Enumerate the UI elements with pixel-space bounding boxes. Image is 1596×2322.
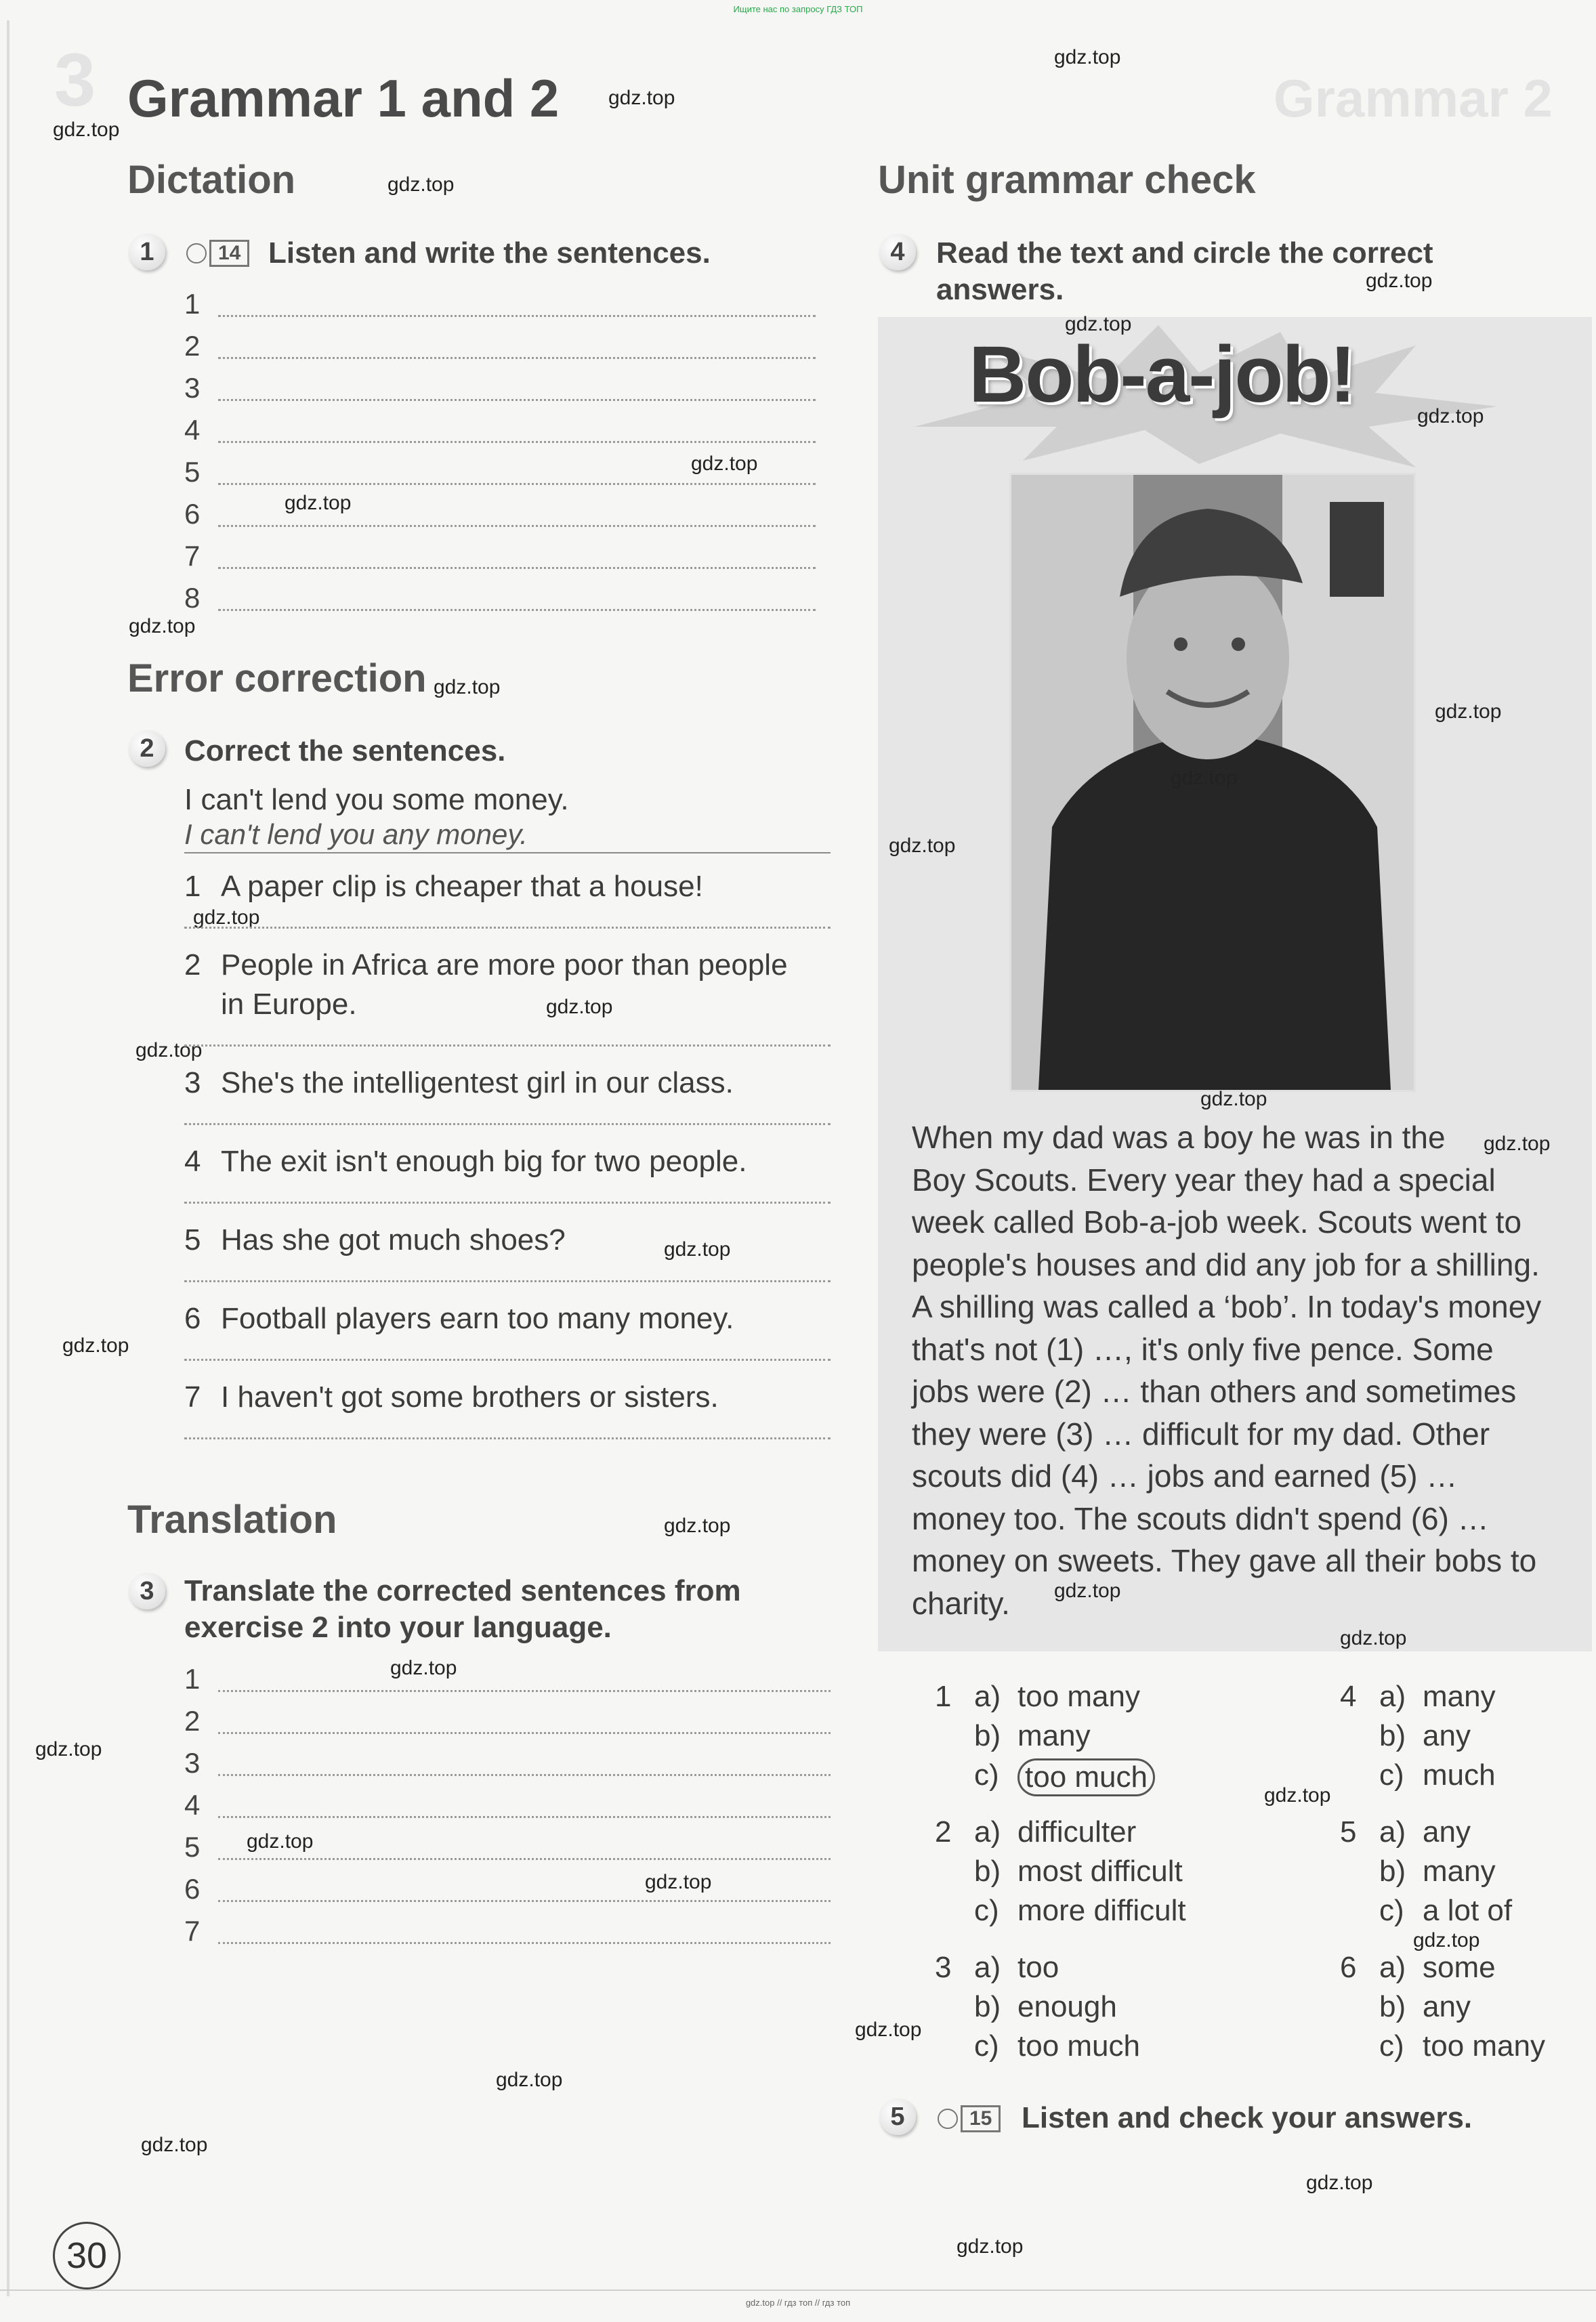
cd-track-number: 15 bbox=[961, 2105, 1001, 2132]
dictation-line-number: 7 bbox=[184, 540, 201, 572]
question-number: 5 bbox=[1340, 1815, 1357, 1849]
watermark: gdz.top bbox=[1054, 1580, 1121, 1602]
error-item-sentence: I haven't got some brothers or sisters. bbox=[221, 1380, 719, 1414]
bottom-note: gdz.top // гдз топ // гдз топ bbox=[745, 2298, 851, 2308]
watermark: gdz.top bbox=[35, 1738, 102, 1760]
error-item-sentence: A paper clip is cheaper that a house! bbox=[221, 870, 703, 903]
watermark: gdz.top bbox=[691, 452, 758, 475]
story-title: Bob-a-job! bbox=[969, 330, 1355, 419]
answer-option[interactable]: difficulter bbox=[1017, 1815, 1137, 1849]
example-answer: I can't lend you any money. bbox=[184, 818, 528, 850]
option-letter: a) bbox=[974, 1815, 1001, 1849]
reading-text-line: jobs were (2) … than others and sometimes bbox=[912, 1374, 1517, 1409]
watermark: gdz.top bbox=[53, 119, 120, 141]
translation-answer-line[interactable] bbox=[218, 1942, 831, 1944]
question-number: 4 bbox=[1340, 1680, 1357, 1713]
answer-option[interactable]: too many bbox=[1423, 2029, 1545, 2063]
answer-option[interactable]: much bbox=[1423, 1758, 1496, 1792]
exercise-2-instruction: Correct the sentences. bbox=[184, 734, 506, 767]
reading-text-line: they were (3) … difficult for my dad. Other bbox=[912, 1416, 1490, 1452]
cd-icon bbox=[938, 2109, 958, 2129]
watermark: gdz.top bbox=[1435, 700, 1502, 723]
dictation-line-number: 4 bbox=[184, 414, 201, 446]
watermark: gdz.top bbox=[387, 173, 455, 196]
dictation-answer-line[interactable] bbox=[218, 357, 816, 359]
watermark: gdz.top bbox=[390, 1657, 457, 1679]
cd-track-15[interactable] bbox=[938, 2105, 1001, 2132]
watermark: gdz.top bbox=[664, 1515, 731, 1537]
option-letter: a) bbox=[974, 1951, 1001, 1984]
bottom-rule bbox=[0, 2289, 1596, 2291]
error-item-number: 3 bbox=[184, 1066, 201, 1099]
option-letter: c) bbox=[974, 1894, 999, 1927]
watermark: gdz.top bbox=[664, 1238, 731, 1261]
error-answer-line[interactable] bbox=[184, 1359, 831, 1361]
watermark: gdz.top bbox=[1306, 2172, 1373, 2194]
watermark: gdz.top bbox=[1065, 313, 1132, 335]
reading-text-line: A shilling was called a ‘bob’. In today's money bbox=[912, 1289, 1542, 1324]
error-answer-line[interactable] bbox=[184, 1437, 831, 1439]
exercise-3-instruction-line2: exercise 2 into your language. bbox=[184, 1611, 612, 1644]
answer-option[interactable]: more difficult bbox=[1017, 1894, 1186, 1927]
answer-option[interactable]: too much bbox=[1017, 1758, 1155, 1796]
translation-line-number: 7 bbox=[184, 1915, 201, 1947]
reading-text-line: people's houses and did any job for a shilling. bbox=[912, 1246, 1540, 1282]
exercise-4-instruction bbox=[936, 235, 1433, 308]
option-letter: c) bbox=[1379, 2029, 1404, 2063]
example-answer-line bbox=[184, 852, 831, 853]
watermark: gdz.top bbox=[1171, 767, 1238, 789]
translation-line-number: 2 bbox=[184, 1705, 201, 1737]
option-letter: b) bbox=[974, 1719, 1001, 1752]
translation-line-number: 1 bbox=[184, 1663, 201, 1695]
watermark: gdz.top bbox=[62, 1334, 129, 1357]
exercise-4-instruction-line1: Read the text and circle the correct bbox=[936, 236, 1433, 270]
option-letter: b) bbox=[1379, 1990, 1406, 2023]
watermark: gdz.top bbox=[855, 2019, 922, 2041]
error-item-number: 1 bbox=[184, 870, 201, 903]
watermark: gdz.top bbox=[135, 1039, 203, 1061]
error-answer-line[interactable] bbox=[184, 1123, 831, 1125]
reading-text-line: week called Bob-a-job week. Scouts went to bbox=[912, 1204, 1522, 1240]
option-letter: b) bbox=[974, 1990, 1001, 2023]
option-letter: c) bbox=[1379, 1894, 1404, 1927]
exercise-2-number: 2 bbox=[129, 730, 165, 767]
dictation-answer-line[interactable] bbox=[218, 567, 816, 569]
question-number: 6 bbox=[1340, 1951, 1357, 1984]
watermark: gdz.top bbox=[141, 2134, 208, 2156]
reading-text-line: that's not (1) …, it's only five pence. Some bbox=[912, 1331, 1494, 1367]
dictation-answer-line[interactable] bbox=[218, 441, 816, 443]
exercise-1-instruction: Listen and write the sentences. bbox=[268, 236, 711, 270]
cd-track-14[interactable] bbox=[186, 240, 249, 267]
translation-answer-line[interactable] bbox=[218, 1732, 831, 1734]
dictation-line-number: 3 bbox=[184, 372, 201, 404]
watermark: gdz.top bbox=[247, 1830, 314, 1853]
reading-text-line: money too. The scouts didn't spend (6) … bbox=[912, 1500, 1489, 1536]
dictation-line-number: 8 bbox=[184, 582, 201, 614]
dictation-answer-line[interactable] bbox=[218, 315, 816, 317]
watermark: gdz.top bbox=[1200, 1088, 1267, 1110]
option-letter: b) bbox=[1379, 1855, 1406, 1888]
reading-text-line: Boy Scouts. Every year they had a special bbox=[912, 1162, 1496, 1198]
answer-option[interactable]: any bbox=[1423, 1815, 1471, 1849]
page-title: Grammar 1 and 2 bbox=[127, 68, 560, 128]
translation-line-number: 6 bbox=[184, 1873, 201, 1905]
unit-check-heading: Unit grammar check bbox=[878, 158, 1256, 202]
answer-option[interactable]: many bbox=[1017, 1719, 1091, 1752]
error-item-sentence: The exit isn't enough big for two people. bbox=[221, 1145, 747, 1178]
ghost-heading: Grammar 2 bbox=[1274, 68, 1553, 128]
translation-answer-line[interactable] bbox=[218, 1858, 831, 1860]
watermark: gdz.top bbox=[193, 906, 260, 929]
dictation-line-number: 6 bbox=[184, 498, 201, 530]
answer-option[interactable]: a lot of bbox=[1423, 1894, 1513, 1927]
dictation-line-number: 2 bbox=[184, 330, 201, 362]
answer-option[interactable]: enough bbox=[1017, 1990, 1117, 2023]
reading-text-line: When my dad was a boy he was in the bbox=[912, 1120, 1446, 1155]
example-sentence: I can't lend you some money. bbox=[184, 783, 569, 816]
watermark: gdz.top bbox=[1340, 1627, 1407, 1649]
dictation-answer-line[interactable] bbox=[218, 483, 816, 485]
error-answer-line[interactable] bbox=[184, 1280, 831, 1282]
watermark: gdz.top bbox=[129, 615, 196, 637]
watermark: gdz.top bbox=[1417, 405, 1484, 427]
dictation-answer-line[interactable] bbox=[218, 525, 816, 527]
cd-icon bbox=[186, 243, 207, 263]
answer-option[interactable]: many bbox=[1423, 1680, 1496, 1713]
option-letter: a) bbox=[1379, 1680, 1406, 1713]
error-item-sentence: People in Africa are more poor than people bbox=[221, 948, 788, 981]
dictation-heading: Dictation bbox=[127, 158, 296, 202]
cd-track-number: 14 bbox=[209, 240, 249, 267]
watermark: gdz.top bbox=[1264, 1784, 1331, 1807]
watermark: gdz.top bbox=[1054, 46, 1121, 68]
translation-heading: Translation bbox=[127, 1498, 337, 1542]
exercise-5-instruction: Listen and check your answers. bbox=[1022, 2101, 1473, 2134]
error-item-sentence-continued: in Europe. bbox=[221, 988, 357, 1021]
page-gutter bbox=[7, 20, 9, 2296]
error-item-number: 4 bbox=[184, 1145, 201, 1178]
dictation-line-number: 5 bbox=[184, 456, 201, 488]
watermark: gdz.top bbox=[1413, 1929, 1480, 1951]
error-item-number: 7 bbox=[184, 1380, 201, 1414]
translation-line-number: 4 bbox=[184, 1789, 201, 1821]
reading-text bbox=[912, 1116, 1576, 1624]
dictation-answer-line[interactable] bbox=[218, 399, 816, 401]
top-note: Ищите нас по запросу ГДЗ ТОП bbox=[733, 4, 863, 14]
answer-option[interactable]: most difficult bbox=[1017, 1855, 1183, 1888]
answer-option[interactable]: many bbox=[1423, 1855, 1496, 1888]
question-number: 1 bbox=[935, 1680, 952, 1713]
page-number: 30 bbox=[53, 2222, 121, 2289]
watermark: gdz.top bbox=[608, 87, 675, 109]
answer-option[interactable]: any bbox=[1423, 1990, 1471, 2023]
reading-text-line: charity. bbox=[912, 1585, 1010, 1621]
translation-line-number: 5 bbox=[184, 1831, 201, 1863]
answer-option[interactable]: too much bbox=[1017, 2029, 1140, 2063]
reading-text-line: money on sweets. They gave all their bobs to bbox=[912, 1543, 1537, 1578]
option-letter: c) bbox=[974, 2029, 999, 2063]
answer-option[interactable]: too many bbox=[1017, 1680, 1140, 1713]
watermark: gdz.top bbox=[546, 996, 613, 1018]
exercise-4-instruction-line2: answers. bbox=[936, 273, 1064, 306]
watermark: gdz.top bbox=[434, 676, 501, 698]
error-answer-line[interactable] bbox=[184, 927, 831, 929]
option-letter: a) bbox=[974, 1680, 1001, 1713]
error-item-sentence: Has she got much shoes? bbox=[221, 1223, 566, 1257]
exercise-4-number: 4 bbox=[879, 234, 916, 270]
exercise-3-number: 3 bbox=[129, 1573, 165, 1609]
question-number: 2 bbox=[935, 1815, 952, 1849]
translation-answer-line[interactable] bbox=[218, 1690, 831, 1692]
watermark: gdz.top bbox=[285, 492, 352, 514]
watermark: gdz.top bbox=[957, 2235, 1024, 2258]
error-item-sentence: She's the intelligentest girl in our class. bbox=[221, 1066, 734, 1099]
translation-answer-line[interactable] bbox=[218, 1900, 831, 1902]
error-answer-line[interactable] bbox=[184, 1202, 831, 1204]
exercise-3-instruction-line1: Translate the corrected sentences from bbox=[184, 1574, 741, 1607]
translation-line-number: 3 bbox=[184, 1747, 201, 1779]
reading-text-line: scouts did (4) … jobs and earned (5) … bbox=[912, 1458, 1458, 1494]
error-correction-heading: Error correction bbox=[127, 656, 427, 700]
question-number: 3 bbox=[935, 1951, 952, 1984]
error-item-number: 6 bbox=[184, 1302, 201, 1335]
option-letter: a) bbox=[1379, 1951, 1406, 1984]
exercise-5-number: 5 bbox=[879, 2098, 916, 2135]
option-letter: b) bbox=[974, 1855, 1001, 1888]
watermark: gdz.top bbox=[889, 835, 956, 857]
option-letter: b) bbox=[1379, 1719, 1406, 1752]
answer-option[interactable]: some bbox=[1423, 1951, 1496, 1984]
option-letter: c) bbox=[974, 1758, 999, 1792]
watermark: gdz.top bbox=[1366, 270, 1433, 292]
option-letter: a) bbox=[1379, 1815, 1406, 1849]
exercise-1-number: 1 bbox=[129, 234, 165, 270]
error-item-sentence: Football players earn too many money. bbox=[221, 1302, 734, 1335]
watermark: gdz.top bbox=[645, 1871, 712, 1893]
translation-answer-line[interactable] bbox=[218, 1774, 831, 1776]
error-item-number: 2 bbox=[184, 948, 201, 981]
watermark: gdz.top bbox=[1484, 1133, 1551, 1155]
watermark: gdz.top bbox=[496, 2069, 563, 2091]
option-letter: c) bbox=[1379, 1758, 1404, 1792]
error-item-number: 5 bbox=[184, 1223, 201, 1257]
ghost-unit-number: 3 bbox=[54, 39, 96, 122]
answer-option[interactable]: too bbox=[1017, 1951, 1059, 1984]
dictation-answer-line[interactable] bbox=[218, 609, 816, 611]
answer-option[interactable]: any bbox=[1423, 1719, 1471, 1752]
translation-answer-line[interactable] bbox=[218, 1816, 831, 1818]
error-answer-line[interactable] bbox=[184, 1044, 831, 1047]
dictation-line-number: 1 bbox=[184, 288, 201, 320]
exercise-3-instruction bbox=[184, 1573, 741, 1646]
